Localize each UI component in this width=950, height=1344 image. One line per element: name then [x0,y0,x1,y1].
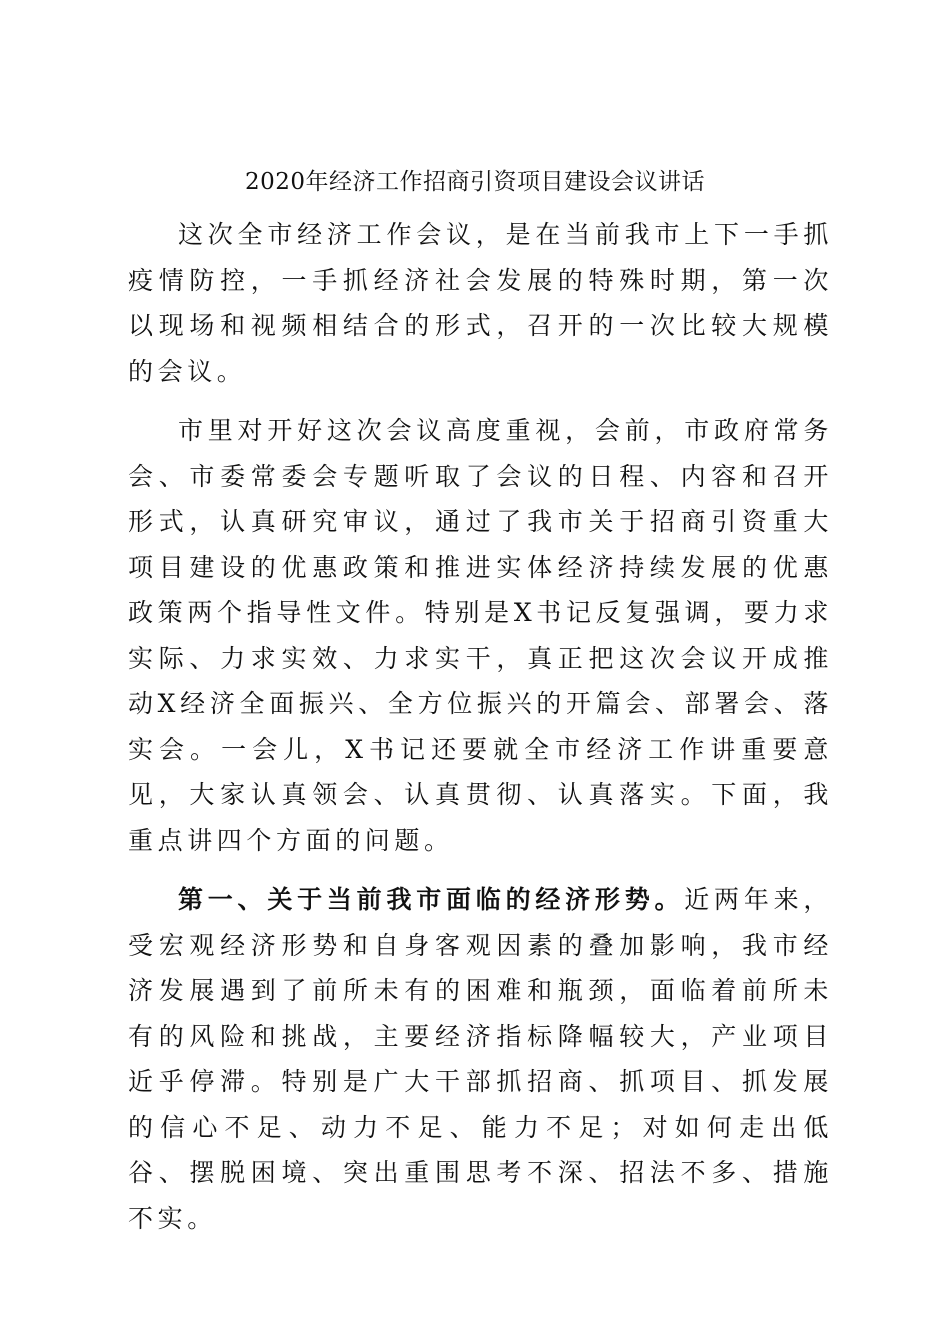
section-heading: 第一、关于当前我市面临的经济形势。 [178,885,685,914]
paragraph-text: 市里对开好这次会议高度重视，会前，市政府常务会、市委常委会专题听取了会议的日程、内容和召开形式，认真研究审议，通过了我市关于招商引资重大项目建设的优惠政策和推进实体经济持续发展的优惠政策两个指导性文件。特别是X书记反复强调，要力求实际、力求实效、力求实干，真正把这次会议开成推动X经济全面振兴、全方位振兴的开篇会、部署会、落实会。一会儿，X书记还要就全市经济工作讲重要意见，大家认真领会、认真贯彻、认真落实。下面，我重点讲四个方面的问题。 [128,416,833,855]
paragraph-section-one [128,877,833,1241]
paragraph-text: 这次全市经济工作会议，是在当前我市上下一手抓疫情防控，一手抓经济社会发展的特殊时期，第一次以现场和视频相结合的形式，召开的一次比较大规模的会议。 [128,220,833,386]
paragraph-intro [128,212,833,394]
paragraph-preparation [128,408,833,863]
paragraph-text: 近两年来，受宏观经济形势和自身客观因素的叠加影响，我市经济发展遇到了前所未有的困难和瓶颈，面临着前所未有的风险和挑战，主要经济指标降幅较大，产业项目近乎停滞。特别是广大干部抓招商、抓项目、抓发展的信心不足、动力不足、能力不足；对如何走出低谷、摆脱困境、突出重围思考不深、招法不多、措施不实。 [128,885,833,1233]
document-title: 2020年经济工作招商引资项目建设会议讲话 [244,169,706,195]
document-body [128,212,833,1255]
